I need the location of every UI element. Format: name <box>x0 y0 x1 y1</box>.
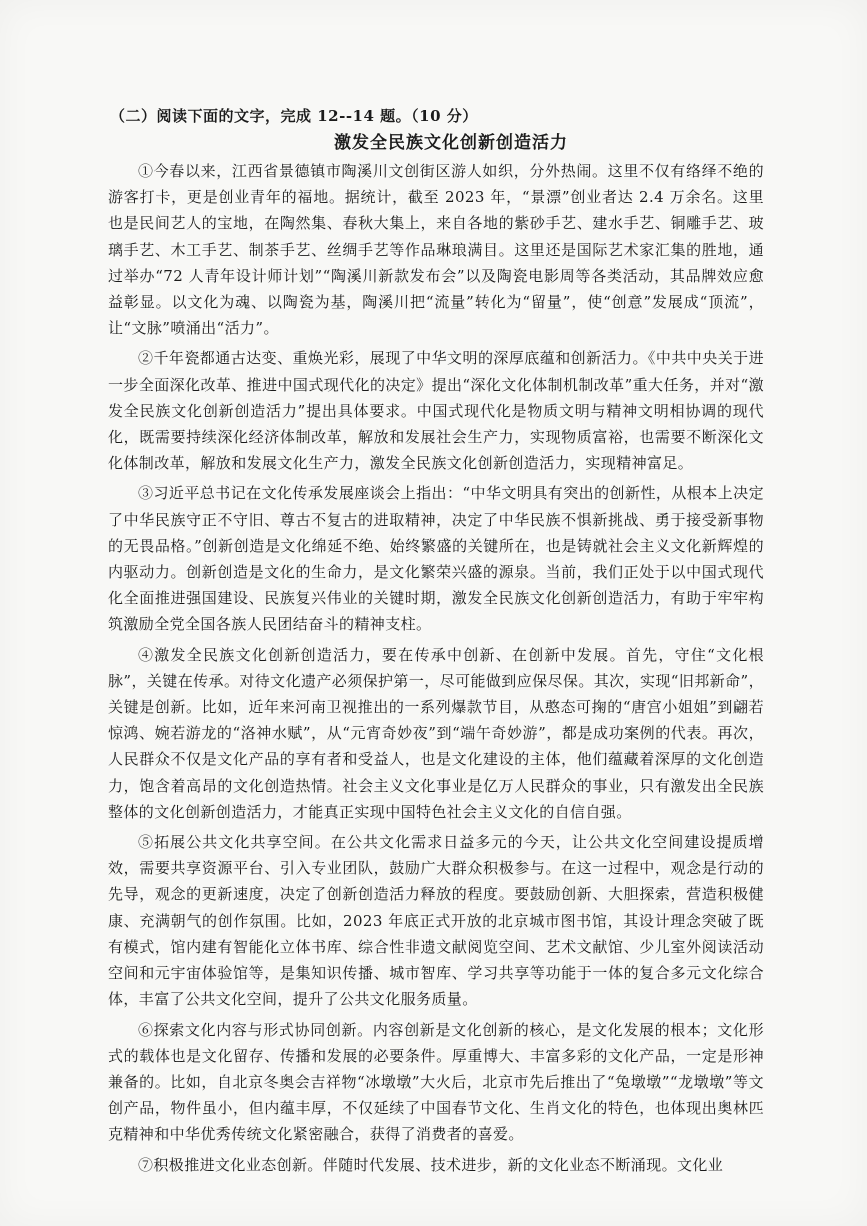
paragraph-7: ⑦积极推进文化业态创新。伴随时代发展、技术进步，新的文化业态不断涌现。文化业 <box>138 1155 724 1174</box>
paragraph-6: ⑥探索文化内容与形式协同创新。内容创新是文化创新的核心，是文化发展的根本；文化形式的载体也是文化留存、传播和发展的必要条件。厚重博大、丰富多彩的文化产品，一定是形神兼备的。比如，自北京冬奥会吉祥物“冰墩墩”大火后，北京市先后推出了“兔墩墩”“龙墩墩”等文创产品，物件虽小，但内蕴丰厚，不仅延续了中国春节文化、生肖文化的特色，也体现出奥林匹克精神和中华优秀传统文化紧密融合，获得了消费者的喜爱。 <box>108 1020 764 1144</box>
document-content <box>108 104 764 1182</box>
paragraph-1: ①今春以来，江西省景德镇市陶溪川文创街区游人如织，分外热闹。这里不仅有络绎不绝的游客打卡，更是创业青年的福地。据统计，截至 2023 年，“景漂”创业者达 2.4 万余名。这里也是民间艺人的宝地，在陶然集、春秋大集上，来自各地的紫砂手艺、建水手艺、铜雕手艺、玻璃手艺、木工手艺、制茶手艺、丝绸手艺等作品琳琅满目。这里还是国际艺术家汇集的胜地，通过举办“72 人青年设计师计划”“陶溪川新款发布会”以及陶瓷电影周等各类活动，其品牌效应愈益彰显。以文化为魂、以陶瓷为基，陶溪川把“流量”转化为“留量”，使“创意”发展成“顶流”，让“文脉”喷涌出“活力”。 <box>108 162 764 338</box>
paragraph-4: ④激发全民族文化创新创造活力，要在传承中创新、在创新中发展。首先，守住“文化根脉”，关键在传承。对待文化遗产必须保护第一，尽可能做到应保尽保。其次，实现“旧邦新命”，关键是创新。比如，近年来河南卫视推出的一系列爆款节目，从憨态可掬的“唐宫小姐姐”到翩若惊鸿、婉若游龙的“洛神水赋”，从“元宵奇妙夜”到“端午奇妙游”，都是成功案例的代表。再次，人民群众不仅是文化产品的享有者和受益人，也是文化建设的主体，他们蕴藏着深厚的文化创造力，饱含着高昂的文化创造热情。社会主义文化事业是亿万人民群众的事业，只有激发出全民族整体的文化创新创造活力，才能真正实现中国特色社会主义文化的自信自强。 <box>108 645 764 821</box>
paragraph-5: ⑤拓展公共文化共享空间。在公共文化需求日益多元的今天，让公共文化空间建设提质增效，需要共享资源平台、引入专业团队，鼓励广大群众积极参与。在这一过程中，观念是行动的先导，观念的更新速度，决定了创新创造活力释放的程度。要鼓励创新、大胆探索，营造积极健康、充满朝气的创作氛围。比如，2023 年底正式开放的北京城市图书馆，其设计理念突破了既有模式，馆内建有智能化立体书库、综合性非遗文献阅览空间、艺术文献馆、少儿室外阅读活动空间和元宇宙体验馆等，是集知识传播、城市智库、学习共享等功能于一体的复合多元文化综合体，丰富了公共文化空间，提升了公共文化服务质量。 <box>108 833 764 1009</box>
question-instruction: （二）阅读下面的文字，完成 12--14 题。（10 分） <box>110 107 478 125</box>
paragraph-3: ③习近平总书记在文化传承发展座谈会上指出：“中华文明具有突出的创新性，从根本上决定了中华民族守正不守旧、尊古不复古的进取精神，决定了中华民族不惧新挑战、勇于接受新事物的无畏品格。”创新创造是文化绵延不绝、始终繁盛的关键所在，也是铸就社会主义文化新辉煌的内驱动力。创新创造是文化的生命力，是文化繁荣兴盛的源泉。当前，我们正处于以中国式现代化全面推进强国建设、民族复兴伟业的关键时期，激发全民族文化创新创造活力，有助于牢牢构筑激励全党全国各族人民团结奋斗的精神支柱。 <box>108 484 764 634</box>
article-title: 激发全民族文化创新创造活力 <box>334 133 568 153</box>
paragraph-2: ②千年瓷都通古达变、重焕光彩，展现了中华文明的深厚底蕴和创新活力。《中共中央关于进一步全面深化改革、推进中国式现代化的决定》提出“深化文化体制机制改革”重大任务，并对“激发全民族文化创新创造活力”提出具体要求。中国式现代化是物质文明与精神文明相协调的现代化，既需要持续深化经济体制改革，解放和发展社会生产力，实现物质富裕，也需要不断深化文化体制改革，解放和发展文化生产力，激发全民族文化创新创造活力，实现精神富足。 <box>108 349 764 473</box>
